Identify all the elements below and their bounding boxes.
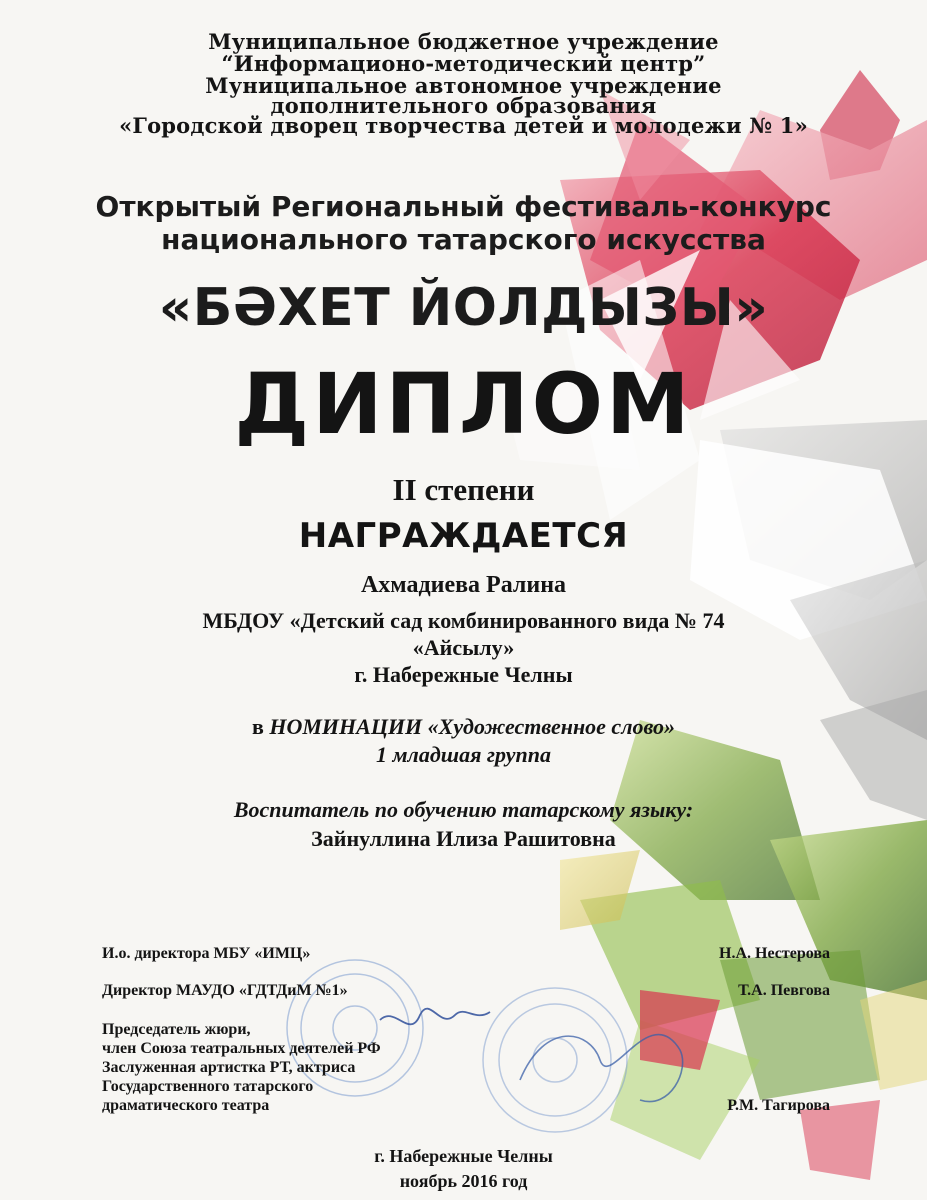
recipient-city: г. Набережные Челны bbox=[354, 662, 573, 687]
signer-3-role-line-1: Председатель жюри, bbox=[102, 1021, 251, 1038]
nomination-prefix: в bbox=[251, 714, 270, 739]
festival-line-2: национального татарского искусства bbox=[161, 223, 766, 256]
signer-3-role-line-3: Заслуженная артистка РТ, актриса bbox=[102, 1059, 356, 1076]
nomination-label: НОМИНАЦИИ bbox=[269, 714, 423, 739]
header-line-4: дополнительного образования bbox=[270, 93, 657, 118]
signer-3-role-line-5: драматического театра bbox=[102, 1097, 270, 1114]
recipient-org-line-2: «Айсылу» bbox=[412, 635, 515, 660]
recipient-name: Ахмадиева Ралина bbox=[360, 572, 567, 598]
signer-3-name: Р.М. Тагирова bbox=[727, 1097, 830, 1114]
signer-3-role-line-4: Государственного татарского bbox=[102, 1078, 314, 1095]
header-line-3: Муниципальное автономное учреждение bbox=[205, 73, 722, 98]
teacher-role-text: Воспитатель по обучению татарскому языку: bbox=[233, 797, 694, 822]
header-line-5: «Городской дворец творчества детей и молодежи № 1» bbox=[119, 113, 808, 138]
signature-nesterova bbox=[380, 1009, 490, 1025]
nomination bbox=[0, 714, 927, 740]
diploma-degree: II степени bbox=[392, 472, 535, 507]
stamp-gdtdim bbox=[483, 988, 627, 1132]
diploma-title: ДИПЛОМ bbox=[234, 355, 693, 453]
recipient-org-line-1: МБДОУ «Детский сад комбинированного вида № 74 bbox=[202, 608, 725, 633]
festival-line-1: Открытый Региональный фестиваль-конкурс bbox=[95, 190, 832, 223]
signer-1-role: И.о. директора МБУ «ИМЦ» bbox=[102, 945, 311, 962]
nomination-group bbox=[0, 742, 927, 768]
footer-city: г. Набережные Челны bbox=[374, 1146, 553, 1166]
signer-1-name: Н.А. Нестерова bbox=[719, 945, 830, 962]
header-line-2: “Информационо-методический центр” bbox=[221, 51, 706, 76]
footer-date: ноябрь 2016 год bbox=[399, 1171, 528, 1191]
nomination-title: «Художественное слово» bbox=[422, 714, 676, 739]
header-line-1: Муниципальное бюджетное учреждение bbox=[208, 29, 719, 54]
nomination-group-text: 1 младшая группа bbox=[375, 742, 551, 767]
teacher-name: Зайнуллина Илиза Рашитовна bbox=[311, 826, 616, 851]
signer-2-name: Т.А. Певгова bbox=[738, 982, 830, 999]
signer-2-role: Директор МАУДО «ГДТДиМ №1» bbox=[102, 982, 348, 999]
teacher-role bbox=[0, 797, 927, 823]
festival-name: «БӘХЕТ ЙОЛДЫЗЫ» bbox=[158, 278, 769, 338]
signer-3-role-line-2: член Союза театральных деятелей РФ bbox=[102, 1040, 381, 1057]
awarded-heading: НАГРАЖДАЕТСЯ bbox=[298, 516, 629, 556]
